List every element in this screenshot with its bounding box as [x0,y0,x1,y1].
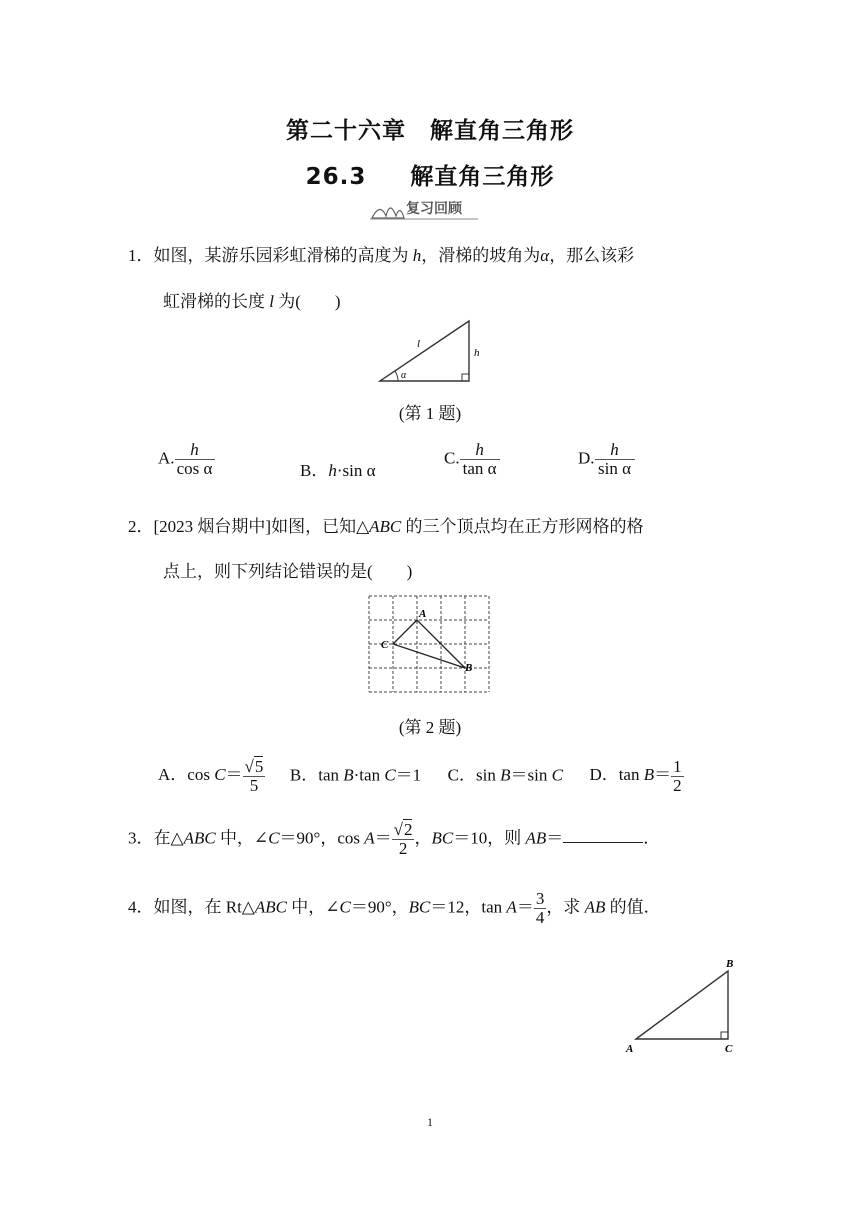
section-number: 26.3 [305,164,367,190]
label-a: A [626,1043,634,1055]
q1-option-a: A. $\frac{h}{\text{cos α}}$ [158,441,215,478]
q1-caption: (第 1 题) [398,404,462,423]
q2-figure-grid [368,595,493,695]
page-number: 1 [427,1115,433,1129]
section-name: 解直角三角形 [410,164,555,190]
q2-caption: (第 2 题) [398,718,462,737]
q1-option-c: C. $\frac{h}{\text{tan α}}$ [444,441,500,478]
q2-option-b: B．tan B·tan C＝1 [289,765,422,785]
label-a: A [419,608,427,620]
q2-option-a: A．cos C＝ $\frac{√5}{5}$ [158,757,264,795]
q4-figure-triangle [622,955,742,1055]
label-c: C [381,639,389,651]
label-h: h [474,347,480,359]
label-l: l [417,338,421,350]
q2-option-d: D．tan B＝ $\frac{1}{2}$ [589,757,682,795]
q1-option-d: D. $\frac{h}{\text{sin α}}$ [578,441,635,478]
answer-blank[interactable] [563,828,643,843]
q1-line2: 虹滑梯的长度 l 为( ) [163,292,341,311]
q1-figure-slide [370,315,490,390]
section-title [0,158,860,191]
q1-option-b: B．h·sin α [300,461,376,480]
chapter-title: 第二十六章 解直角三角形 [286,118,574,144]
q4-line: 4．如图，在 Rt△ABC 中，∠C＝90°，BC＝12，tan A＝ $\frac{3}{4}$ ，求 AB 的值． [128,889,661,927]
label-c: C [725,1043,733,1055]
q2-option-c: C．sin B＝sin C [447,765,563,785]
q2-line2: 点上，则下列结论错误的是( ) [163,562,413,581]
label-b: B [465,662,473,674]
q1-line1: 1．如图，某游乐园彩虹滑梯的高度为 h，滑梯的坡角为α，那么该彩 [128,246,635,265]
review-label: 复习回顾 [406,201,462,217]
label-b: B [726,958,734,970]
label-alpha: α [401,370,407,381]
q2-line1: 2．[2023 烟台期中]如图，已知△ABC 的三个顶点均在正方形网格的格 [128,517,644,536]
q3-line: 3．在△ABC 中，∠C＝90°，cos A＝ $\frac{√2}{2}$ ，BC＝10，则 AB＝ ． [128,820,661,858]
q2-options [158,758,684,795]
review-banner [370,198,480,222]
